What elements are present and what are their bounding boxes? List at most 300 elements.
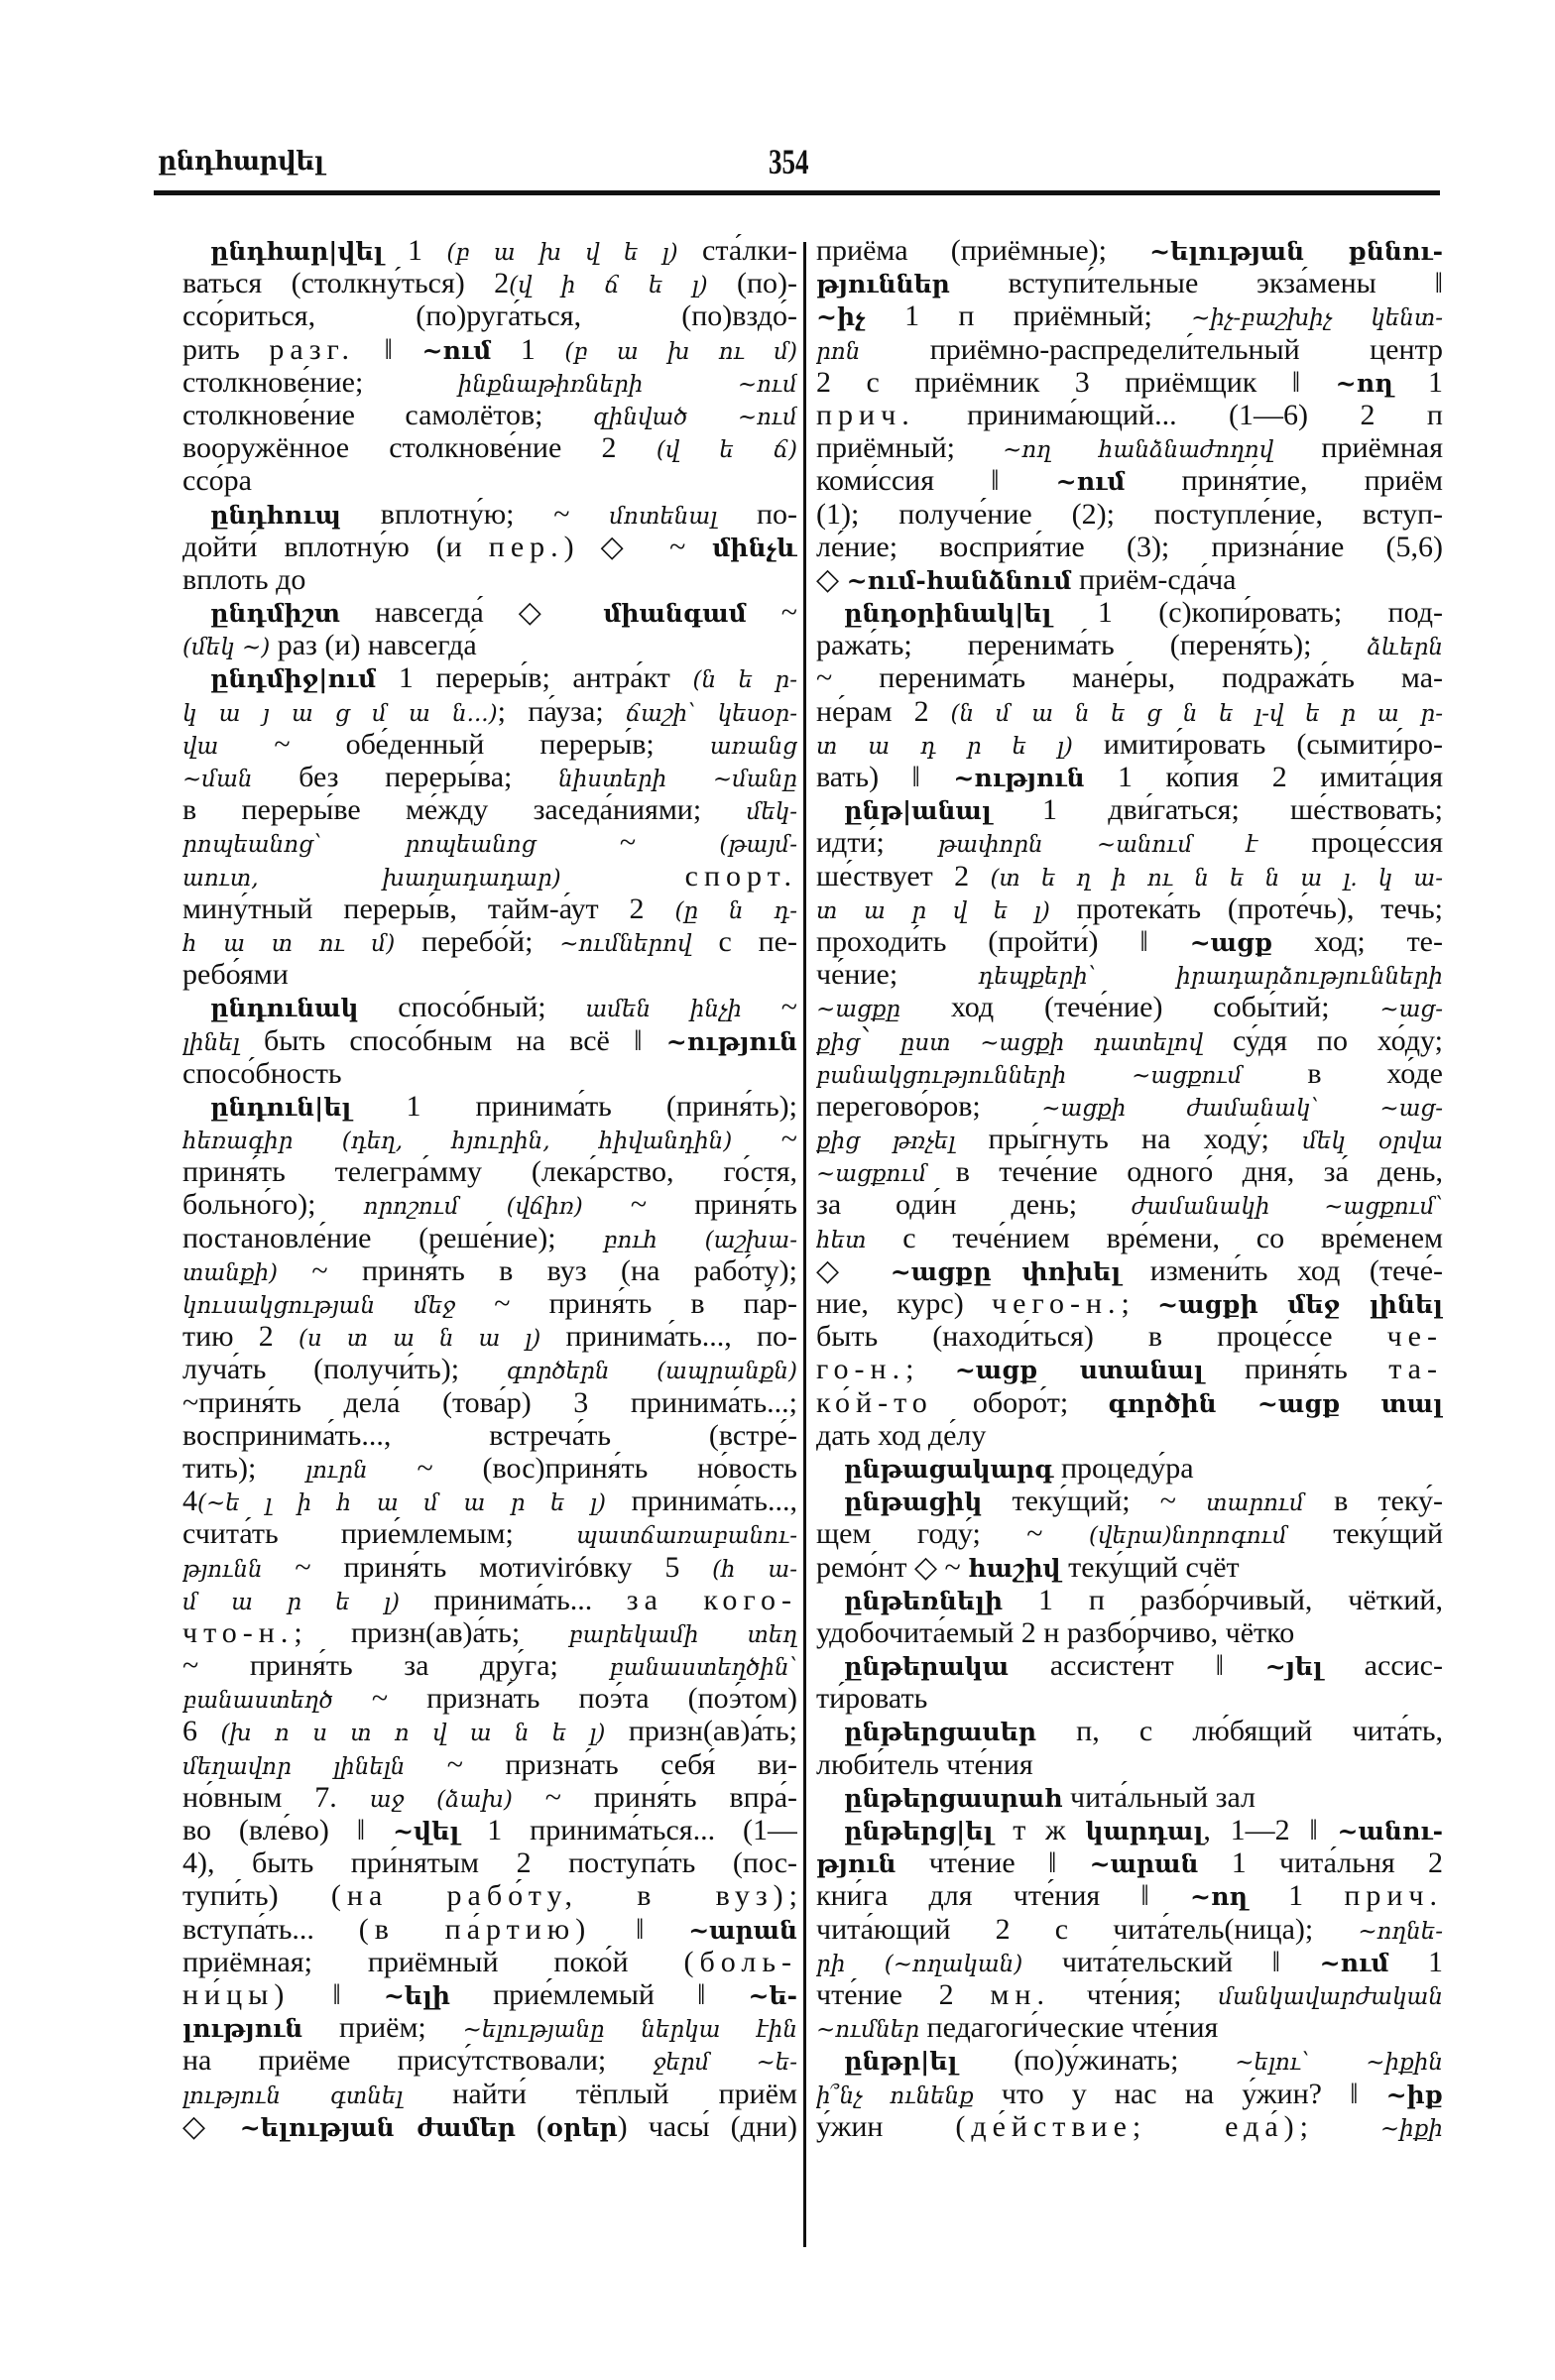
headword: ~իք <box>1385 2080 1443 2109</box>
example-italic: (~ե լ ի հ ա մ ա ր ե լ) <box>197 1490 606 1517</box>
example-italic: (բ ա խ վ ե լ) <box>446 240 678 266</box>
entry-line <box>816 1024 1443 1057</box>
example-italic: ~իքի <box>1379 2115 1443 2142</box>
translation-text: чита́ющий 2 с чита́тель(ница); <box>816 1912 1359 1946</box>
example-italic: րոպեանոց <box>405 832 537 859</box>
entry-line <box>182 1584 797 1616</box>
example-italic: ի՞նչ ունենք <box>816 2082 974 2109</box>
translation-text: ( <box>515 2109 546 2143</box>
headword: ~ում-հանձնում <box>846 565 1072 595</box>
example-italic: գործերն (ապրանքն) <box>506 1359 797 1385</box>
example-italic: թյունն <box>182 1556 263 1583</box>
headword: ~ում <box>1319 1948 1389 1977</box>
example-italic: մեկ- <box>746 799 797 826</box>
translation-text: приня́ть телегра́мму (лека́рство, го́стя, <box>182 1155 797 1189</box>
example-italic: ~ող հանձնաժողով <box>1003 437 1274 464</box>
translation-text: оборо́т; <box>932 1385 1109 1419</box>
translation-text: ~приня́ть дела́ (това́р) 3 принима́ть...; <box>182 1385 797 1419</box>
entry-line <box>182 1320 797 1353</box>
entry-line <box>816 1320 1443 1353</box>
headword: ընթացիկ <box>844 1488 983 1517</box>
headword: թյուններ <box>816 270 950 299</box>
entry-line <box>182 958 797 991</box>
example-italic: զինված <box>592 404 688 430</box>
entry-line <box>182 2011 797 2044</box>
headword: ~ություն <box>665 1026 797 1056</box>
translation-text: теку́щий счёт <box>1060 1550 1240 1584</box>
entry-line <box>816 1123 1443 1155</box>
entry-line <box>816 2011 1443 2044</box>
example-italic: ինքնաթիռների <box>457 371 644 398</box>
left-column <box>182 234 797 2143</box>
entry-line <box>816 1155 1443 1188</box>
translation-text: вплотну́ю; ~ <box>341 497 610 531</box>
translation-text: чита́льный зал <box>1062 1780 1256 1814</box>
translation-text: ремо́нт ◇ ~ <box>816 1550 969 1584</box>
example-italic: բարեկամի տեղ <box>568 1621 797 1648</box>
translation-text <box>1319 1090 1380 1123</box>
spaced-label: го-н. <box>816 1353 906 1386</box>
entry-line <box>816 531 1443 563</box>
entry-line <box>182 234 797 267</box>
translation-text: перегово́ров; <box>816 1089 1042 1123</box>
entry-line <box>816 1616 1443 1649</box>
headword: օրեր <box>545 2112 618 2142</box>
entry-line <box>816 860 1443 892</box>
translation-text: ~ обе́денный переры́в; <box>218 727 710 761</box>
translation-text: с тече́нием вре́мени, со вре́менем <box>866 1221 1443 1254</box>
headword: ~ե- <box>748 1980 797 2010</box>
entry-line <box>816 1517 1443 1550</box>
example-italic: տանքի) <box>182 1259 279 1286</box>
translation-text: в переры́ве ме́жду заседа́ниями; <box>182 793 747 827</box>
example-italic: լինել <box>182 1029 240 1056</box>
headword: ~ող <box>1335 368 1393 398</box>
translation-text <box>1066 1057 1132 1090</box>
example-italic: կ ա յ ա ց մ ա ն...) <box>182 700 498 727</box>
translation-text: ~ приня́ть впра́- <box>512 1780 797 1814</box>
translation-text: 4 <box>182 1485 197 1518</box>
example-italic: ~աց- <box>1379 997 1443 1023</box>
translation-text <box>687 399 737 431</box>
entry-line <box>182 1090 797 1123</box>
translation-text: призн(ав)а́ть; <box>605 1715 797 1748</box>
example-italic: ըստ ~ացքի դատելով <box>899 1029 1204 1056</box>
entry-line <box>182 1682 797 1715</box>
example-italic: աջ (ձախ) <box>369 1786 513 1813</box>
entry-line <box>816 1254 1443 1287</box>
example-italic: ~իքին <box>1366 2050 1443 2077</box>
translation-text: спосо́бность <box>182 1056 342 1090</box>
entry-line <box>816 1682 1443 1715</box>
example-italic: ~ացքում՝ <box>1324 1194 1443 1221</box>
entry-line <box>182 1879 797 1912</box>
entry-line <box>182 1254 797 1287</box>
translation-text: рить <box>182 332 270 366</box>
spaced-label: чего-н. <box>992 1287 1122 1320</box>
entry-line <box>816 234 1443 267</box>
entry-line <box>182 1188 797 1221</box>
entry-line <box>182 629 797 661</box>
example-italic: տարում <box>1206 1490 1304 1517</box>
example-italic: հեռագիր (դեղ, հյուրին, հիվանդին) <box>182 1129 733 1155</box>
entry-line <box>182 1814 797 1846</box>
translation-text: быть (находи́ться) в проце́ссе <box>816 1320 1387 1354</box>
translation-text: принима́ть... <box>399 1583 627 1616</box>
translation-text: постановле́ние (реше́ние); <box>182 1221 604 1254</box>
entry-line <box>816 1057 1443 1090</box>
translation-text: удобочита́емый 2 н разбо́рчиво, чётко <box>816 1615 1295 1649</box>
translation-text: ~ приня́ть мотиviróвку 5 <box>262 1550 713 1584</box>
example-italic: առանց <box>709 733 797 760</box>
headword: գործին ~ացք տալ <box>1108 1388 1443 1418</box>
entry-line <box>182 1649 797 1682</box>
translation-text: ход (тече́ние) собы́тий; <box>900 991 1380 1024</box>
translation-text: ‖ <box>290 1977 384 2011</box>
spaced-label: (де́йствие; еда́) <box>955 2109 1300 2143</box>
entry-line <box>182 1913 797 1946</box>
translation-text: ассис- <box>1322 1649 1443 1683</box>
spaced-label: разг. <box>269 332 355 366</box>
example-italic: (հ ա- <box>712 1556 797 1583</box>
translation-text: 1 дви́гаться; ше́ствовать; <box>991 793 1443 827</box>
translation-text: , 1—2 ‖ <box>1203 1814 1338 1846</box>
translation-text: люби́тель чте́ния <box>816 1747 1033 1781</box>
translation-text: чте́ние ‖ <box>896 1846 1090 1880</box>
headword: ~ացքը փոխել <box>890 1256 1122 1286</box>
translation-text: в хо́де <box>1242 1056 1443 1090</box>
example-italic: քից <box>816 1029 861 1056</box>
translation-text: ассисте́нт ‖ <box>1009 1649 1265 1683</box>
headword: ~ացք ստանալ <box>954 1356 1204 1385</box>
example-italic: (վերա)նորոգում <box>1089 1523 1287 1550</box>
running-head: ընդհարվել <box>158 147 324 177</box>
translation-text: у́жин <box>816 2109 956 2143</box>
translation-text: вступи́тельные экза́мены ‖ <box>949 267 1443 300</box>
headword: լություն <box>182 2014 303 2044</box>
example-italic: հետ <box>816 1227 867 1253</box>
page-header <box>154 139 1440 194</box>
translation-text: дать ход де́лу <box>816 1418 987 1452</box>
translation-text: п, с лю́бящий чита́ть, <box>1035 1715 1443 1748</box>
headword: ընթացակարգ <box>844 1454 1054 1484</box>
entry-line <box>182 1715 797 1747</box>
translation-text: 1 п приёмный; <box>865 299 1192 333</box>
entry-line <box>182 793 797 826</box>
translation-text: ~ (вос)приня́ть но́вость <box>367 1451 797 1485</box>
entry-line <box>816 1649 1443 1682</box>
entry-line <box>182 925 797 958</box>
translation-text: без переры́ва; <box>252 761 558 793</box>
example-italic: իրադարձությունների <box>1176 964 1443 991</box>
example-italic: ~աց- <box>1379 1095 1443 1122</box>
translation-text: в теку́- <box>1303 1485 1443 1518</box>
translation-text: вооружённое столкнове́ние 2 <box>182 431 657 465</box>
translation-text: педагоги́ческие чте́ния <box>919 2011 1219 2045</box>
headword: ընդուն|ել <box>210 1092 352 1122</box>
translation-text: принима́ть..., <box>605 1485 797 1518</box>
entry-line <box>182 1748 797 1781</box>
translation-text: чита́тельский ‖ <box>1022 1945 1320 1978</box>
translation-text: приёма (приёмные); <box>816 234 1150 267</box>
entry-line <box>816 1419 1443 1452</box>
example-italic: տ ա ր վ ե լ) <box>816 897 1050 924</box>
translation-text: ◇ <box>816 562 847 596</box>
headword: ընդհուպ <box>210 500 342 530</box>
translation-text: ; <box>1299 2109 1380 2143</box>
translation-text: 6 <box>182 1715 221 1748</box>
headword: թյուն <box>816 1849 897 1879</box>
example-italic: մանկավարժական <box>1218 1983 1443 2010</box>
example-italic: տ ա դ ր ե լ) <box>816 733 1073 760</box>
example-italic: ~ացքի ժամանակ՝ <box>1041 1095 1319 1122</box>
headword: ~ում <box>421 335 492 365</box>
translation-text: 1 принима́ться... (1— <box>459 1814 797 1846</box>
example-italic: րի (~ողական) <box>816 1951 1023 1977</box>
translation-text: 1 <box>383 234 447 267</box>
entry-line <box>182 860 797 892</box>
entry-line <box>816 958 1443 991</box>
entry-line <box>816 793 1443 826</box>
example-italic: խաղադադար) <box>382 865 561 892</box>
translation-text: 1 чита́льня 2 <box>1198 1846 1443 1880</box>
headword: ~ացք <box>1189 927 1273 957</box>
translation-text: ) ◇ ~ <box>563 530 713 563</box>
entry-line <box>816 596 1443 629</box>
entry-line <box>816 991 1443 1023</box>
translation-text: 1 п разбо́рчивый, чёткий, <box>1003 1583 1443 1616</box>
translation-text: ; <box>1121 1287 1158 1320</box>
spaced-label: за кого- <box>626 1583 797 1616</box>
example-italic: ~ման <box>182 767 253 792</box>
translation-text: коми́ссия ‖ <box>816 464 1056 498</box>
translation-text: раз (и) навсегда́ <box>270 629 477 662</box>
translation-text: ~ призна́ть поэ́та (поэ́том) <box>332 1682 797 1716</box>
example-italic: (ս տ ա ն ա լ) <box>298 1326 541 1353</box>
entry-line <box>816 1485 1443 1517</box>
spaced-label: (на рабо́ту, в вуз) <box>330 1879 789 1913</box>
entry-line <box>182 892 797 925</box>
entry-line <box>182 1946 797 1978</box>
entry-line <box>816 1978 1443 2011</box>
headword: ~ելության քննու- <box>1149 237 1443 266</box>
translation-text: ~ приня́ть в па́р- <box>455 1287 797 1320</box>
headword: ~վել <box>393 1817 460 1845</box>
translation-text: щем году́; ~ <box>816 1517 1090 1551</box>
translation-text: не́рам 2 <box>816 694 951 728</box>
translation-text: проходи́ть (пройти́) ‖ <box>816 924 1190 958</box>
translation-text: ше́ствует 2 <box>816 859 991 892</box>
translation-text: быть спосо́бным на всё ‖ <box>239 1023 666 1057</box>
entry-line <box>182 1452 797 1485</box>
example-italic: որոշում (վճիռ) <box>363 1194 583 1221</box>
entry-line <box>182 1155 797 1188</box>
translation-text: ; па́уза; <box>497 694 627 728</box>
entry-line <box>816 1748 1443 1781</box>
spaced-label: ко́й-то <box>816 1385 933 1419</box>
example-italic: (խ ո ս տ ո վ ա ն ե լ) <box>220 1721 606 1747</box>
translation-text: проце́ссия <box>1257 826 1443 860</box>
entry-line <box>182 1419 797 1452</box>
entry-line <box>816 1287 1443 1320</box>
headword: ~արան <box>688 1915 797 1945</box>
example-italic: բանաստեղծ <box>182 1688 333 1715</box>
headword: ընդօրինակ|ել <box>844 599 1052 629</box>
translation-text: во (вле́во) ‖ <box>182 1814 394 1846</box>
entry-line <box>816 563 1443 596</box>
entry-line <box>182 991 797 1023</box>
translation-text: ; <box>905 1353 955 1386</box>
translation-text: ~ <box>741 991 797 1024</box>
translation-text: ти́ровать <box>816 1682 928 1716</box>
headword: հաշիվ <box>968 1553 1061 1583</box>
spaced-label: ни́цы) <box>182 1977 291 2011</box>
example-italic: (մեկ ~) <box>182 635 271 661</box>
example-italic: լուրն <box>305 1457 368 1484</box>
translation-text <box>1269 1188 1324 1221</box>
entry-line <box>816 431 1443 464</box>
example-italic: ~ումներով <box>559 930 692 957</box>
translation-text: ; <box>788 1879 797 1913</box>
entry-line <box>182 661 797 694</box>
entry-line <box>816 1814 1443 1846</box>
spaced-label: че- <box>1386 1320 1443 1354</box>
entry-line <box>182 333 797 366</box>
translation-text: ~ приня́ть за дру́га; <box>182 1649 610 1683</box>
translation-text: т ж <box>993 1814 1086 1846</box>
translation-text: прие́млемый ‖ <box>450 1977 749 2011</box>
entry-line <box>182 1978 797 2011</box>
entry-line <box>182 1057 797 1090</box>
example-italic: ~մանը <box>712 767 797 792</box>
page-number: 354 <box>769 142 809 181</box>
entry-line <box>182 2110 797 2143</box>
translation-text: больно́го); <box>182 1188 364 1222</box>
translation-text: ‖ <box>591 1912 689 1946</box>
translation-text: су́дя по хо́ду; <box>1203 1023 1443 1057</box>
translation-text: счита́ть прие́млемым; <box>182 1517 576 1551</box>
example-italic: ~ում <box>737 371 797 398</box>
right-column <box>816 234 1443 2143</box>
translation-text: принима́ть..., по- <box>540 1320 797 1354</box>
translation-text: ста́лки- <box>677 234 797 267</box>
translation-text: ՝ <box>860 1023 900 1057</box>
entry-line <box>816 1584 1443 1616</box>
example-italic: ~անում <box>1096 832 1193 859</box>
translation-text: ~ призна́ть себя́ ви- <box>405 1747 797 1781</box>
example-italic: (ը ն դ- <box>674 897 797 924</box>
translation-text: ~ <box>746 596 797 630</box>
entry-line <box>816 1781 1443 1814</box>
translation-text: ~ перенима́ть мане́ры, подража́ть ма- <box>816 661 1443 695</box>
entry-line <box>182 1222 797 1254</box>
translation-text: ссо́ра <box>182 464 252 498</box>
translation-text: что у нас на у́жин? ‖ <box>973 2077 1386 2110</box>
translation-text: ◇ <box>816 1253 891 1287</box>
headword: ընթր|ել <box>844 2047 958 2077</box>
example-italic: բանակցությունների <box>816 1062 1067 1089</box>
example-italic: վա <box>182 733 219 760</box>
example-italic: մեղավոր լինելն <box>182 1753 406 1780</box>
example-italic: ~ացքում <box>1132 1062 1243 1089</box>
example-italic: մեկ օրվա <box>1302 1129 1443 1155</box>
entry-line <box>182 695 797 728</box>
translation-text: приёмная; приёмный поко́й <box>182 1945 684 1978</box>
translation-text: тить); <box>182 1451 306 1485</box>
translation-text: ; призн(ав)а́ть; <box>294 1615 569 1649</box>
translation-text: (по)- <box>707 267 797 300</box>
entry-line <box>182 826 797 859</box>
entry-line <box>182 2078 797 2110</box>
entry-line <box>816 1946 1443 1978</box>
translation-text: на приёме прису́тствовали; <box>182 2044 654 2078</box>
headword: ընթերցասրահ <box>844 1783 1063 1813</box>
example-italic: լություն գտնել <box>182 2082 404 2109</box>
translation-text: перебо́й; <box>395 924 560 958</box>
translation-text <box>1309 2044 1366 2077</box>
example-italic: (վ ե ճ) <box>656 437 797 464</box>
translation-text: ‖ <box>354 332 422 366</box>
headword: ~ելության ժամեր <box>239 2112 516 2142</box>
translation-text <box>666 761 713 793</box>
translation-text <box>1192 826 1246 859</box>
translation-text: 1 (с)копи́ровать; под- <box>1051 596 1443 630</box>
headword: ընդմիշտ <box>210 599 340 629</box>
translation-text: ) часы́ (дни) <box>617 2109 797 2143</box>
translation-text: ~ <box>536 826 720 860</box>
example-italic: ~ելու՝ <box>1235 2050 1310 2077</box>
example-italic: կուսակցության մեջ <box>182 1293 456 1319</box>
translation-text: мину́тный переры́в, тайм-а́ут 2 <box>182 892 675 925</box>
translation-text: приня́ть <box>1203 1353 1389 1386</box>
headword: ~ելի <box>383 1980 451 2010</box>
entry-line <box>816 1353 1443 1385</box>
column-divider <box>803 242 806 2247</box>
entry-line <box>182 1846 797 1879</box>
translation-text: 1 <box>1392 365 1443 399</box>
translation-text: навсегда́ ◇ <box>339 596 604 630</box>
example-italic: ~ումներ <box>816 2017 920 2044</box>
translation-text: имити́ровать (сымити́ро- <box>1072 727 1443 761</box>
headword: ընդհար|վել <box>210 237 384 266</box>
entry-line <box>816 267 1443 299</box>
example-italic: բուհ (աշխա- <box>603 1227 797 1253</box>
translation-text: (по)у́жинать; <box>957 2044 1236 2078</box>
example-italic: ~ում <box>737 404 797 430</box>
entry-line <box>182 2044 797 2077</box>
example-italic: րոպեանոց՝ <box>182 832 322 859</box>
entry-line <box>816 2110 1443 2143</box>
spaced-label: мн. <box>990 1977 1050 2011</box>
example-italic: մ ա ր ե լ) <box>182 1589 400 1615</box>
entry-line <box>816 2078 1443 2110</box>
translation-text: тупи́ть) <box>182 1879 331 1913</box>
translation-text: чте́ние 2 <box>816 1977 991 2011</box>
entry-line <box>816 695 1443 728</box>
header-rule <box>154 190 1440 195</box>
translation-text: в тече́ние одного́ дня, за́ день, <box>926 1155 1443 1189</box>
spaced-label: пер. <box>488 530 564 563</box>
entry-line <box>816 333 1443 366</box>
example-italic: բանաստեղծին՝ <box>609 1655 797 1682</box>
translation-text: ~ приня́ть <box>582 1188 797 1222</box>
entry-line <box>182 1517 797 1550</box>
headword: ~յել <box>1264 1652 1323 1682</box>
headword: ~ում <box>1055 467 1126 497</box>
example-italic: նիստերի <box>557 767 667 792</box>
entry-line <box>816 826 1443 859</box>
translation-text <box>643 366 737 399</box>
